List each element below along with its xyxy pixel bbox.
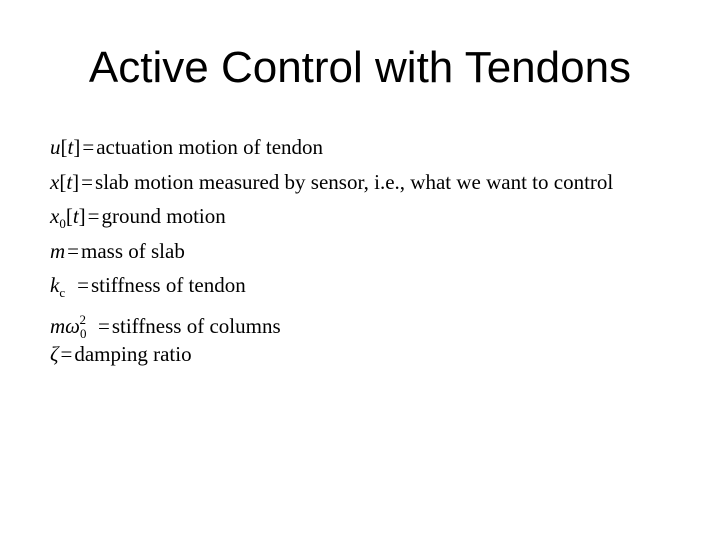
symbol: mω bbox=[50, 313, 80, 338]
equals-sign: = bbox=[87, 204, 100, 228]
slide-title: Active Control with Tendons bbox=[88, 43, 632, 92]
description: mass of slab bbox=[81, 238, 185, 263]
superscript: 2 bbox=[79, 311, 86, 327]
bracket: ] bbox=[78, 204, 86, 228]
argument: t bbox=[66, 169, 73, 194]
equals-sign: = bbox=[82, 135, 95, 159]
equals-sign: = bbox=[81, 169, 94, 194]
bracket: [ bbox=[60, 135, 68, 159]
symbol: u bbox=[50, 135, 61, 159]
equals-sign: = bbox=[67, 238, 80, 263]
equals-sign: = bbox=[98, 313, 110, 338]
description: damping ratio bbox=[74, 342, 192, 366]
description: stiffness of columns bbox=[111, 313, 281, 338]
bracket: ] bbox=[73, 135, 81, 159]
definition-u bbox=[50, 130, 613, 165]
subscript: c bbox=[59, 285, 66, 300]
argument: t bbox=[67, 135, 74, 159]
equals-sign: = bbox=[60, 342, 73, 366]
description: slab motion measured by sensor, i.e., what we want to control bbox=[95, 169, 614, 194]
argument: t bbox=[72, 204, 79, 228]
bracket: [ bbox=[59, 169, 67, 194]
bracket: ] bbox=[72, 169, 80, 194]
definition-x bbox=[50, 165, 613, 200]
symbol: x bbox=[50, 204, 60, 228]
symbol: x bbox=[50, 169, 60, 194]
description: stiffness of tendon bbox=[90, 273, 246, 297]
description: ground motion bbox=[101, 204, 226, 228]
bracket: [ bbox=[65, 204, 73, 228]
definition-kc bbox=[50, 268, 613, 303]
symbol: ζ bbox=[50, 342, 59, 366]
subscript: 0 bbox=[59, 216, 66, 231]
definition-x0 bbox=[50, 199, 613, 234]
definition-m-omega0-squared bbox=[50, 303, 613, 341]
subscript: 0 bbox=[80, 325, 87, 341]
symbol: m bbox=[50, 238, 66, 263]
description: actuation motion of tendon bbox=[96, 135, 324, 159]
equals-sign: = bbox=[77, 273, 89, 297]
symbol: k bbox=[50, 273, 60, 297]
definition-zeta bbox=[50, 337, 613, 372]
definition-list bbox=[50, 130, 613, 372]
definition-m bbox=[50, 234, 613, 269]
